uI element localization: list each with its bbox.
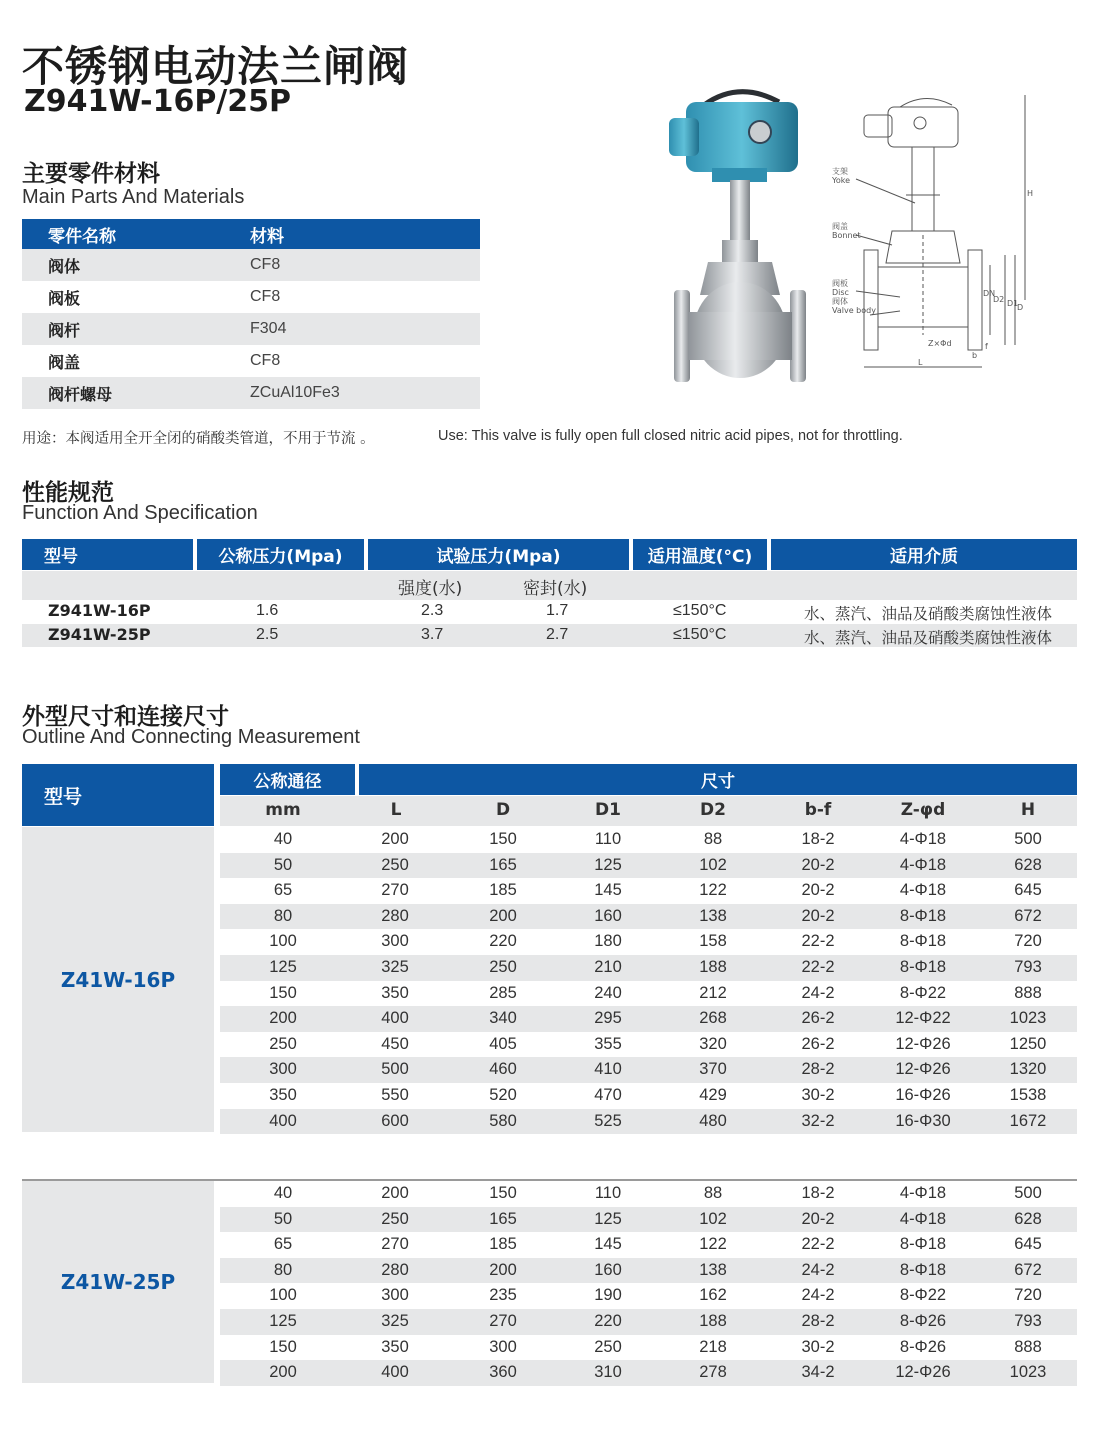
dims-cell: 300 (381, 1286, 409, 1305)
dims-cell: 65 (273, 881, 293, 900)
table-row (220, 904, 1077, 930)
dims-cell: 24-2 (801, 983, 835, 1002)
dims-cell: 4-Φ18 (899, 1184, 947, 1202)
dims-cell: 180 (594, 932, 622, 951)
spec-sub-seal: 密封(水) (523, 579, 588, 599)
part-name: 阀盖 (48, 352, 81, 372)
dims-cell: 22-2 (801, 958, 835, 976)
label-body-en: Valve body (832, 306, 876, 315)
materials-title-cn: 主要零件材料 (22, 161, 160, 187)
dims-cell: 16-Φ26 (895, 1086, 951, 1104)
label-body-cn: 阀体 (832, 297, 848, 306)
dims-cell: 8-Φ22 (899, 1286, 947, 1305)
dims-cell: 278 (699, 1363, 727, 1382)
dims-cell: 250 (594, 1337, 622, 1356)
part-material: CF8 (250, 256, 281, 273)
dims-cell: 405 (489, 1034, 517, 1053)
dims-cell: 525 (594, 1111, 622, 1130)
spec-medium: 水、蒸汽、油品及硝酸类腐蚀性液体 (804, 605, 1053, 623)
dims-cell: 125 (594, 855, 622, 874)
dims-cell: 200 (269, 1363, 297, 1382)
part-material: CF8 (250, 352, 281, 369)
dims-cell: 125 (269, 958, 297, 976)
dims-cell: 888 (1014, 1337, 1042, 1356)
dims-cell: 50 (273, 855, 293, 874)
table-row (22, 281, 480, 313)
materials-header-row (22, 219, 480, 249)
header-part: 零件名称 (48, 226, 116, 247)
dims-cell: 793 (1014, 958, 1042, 976)
dims-cell: 8-Φ18 (899, 932, 947, 951)
table-row (220, 929, 1077, 955)
label-b: b (972, 351, 978, 360)
table-row (220, 1258, 1077, 1284)
dims-cell: 145 (594, 1235, 622, 1254)
dims-cell: 280 (381, 1260, 409, 1279)
dims-cell: 720 (1014, 1286, 1042, 1305)
dims-cell: 1672 (1009, 1111, 1047, 1130)
dims-cell: 480 (699, 1111, 727, 1130)
dims-cell: 220 (594, 1312, 622, 1330)
dims-cell: 8-Φ26 (899, 1312, 947, 1330)
spec-header-test: 试验压力(Mpa) (368, 539, 629, 570)
dims-cell: 80 (273, 1260, 293, 1279)
spec-medium: 水、蒸汽、油品及硝酸类腐蚀性液体 (804, 629, 1053, 647)
dims-cell: 8-Φ18 (899, 958, 947, 976)
part-name: 阀杆 (48, 320, 81, 340)
dims-cell: 250 (269, 1034, 297, 1053)
dims-cell: 165 (489, 1209, 517, 1228)
page-title: 不锈钢电动法兰闸阀 (22, 42, 410, 91)
dims-cell: 8-Φ18 (899, 1260, 947, 1279)
dims-cell: 20-2 (801, 1209, 835, 1228)
valve-drawing (820, 85, 1035, 375)
dims-cell: 28-2 (801, 1060, 835, 1079)
dims-cell: 150 (489, 830, 517, 848)
dims-cell: 165 (489, 855, 517, 874)
materials-title-en: Main Parts And Materials (22, 186, 245, 208)
dims-cell: 28-2 (801, 1312, 835, 1330)
dims-cell: 450 (381, 1034, 409, 1053)
col-bf: b-f (804, 800, 832, 820)
header-material: 材料 (250, 226, 284, 247)
dims-cell: 88 (703, 1184, 723, 1202)
spec-header-model: 型号 (22, 539, 193, 570)
dims-cell: 8-Φ18 (899, 1235, 947, 1254)
dims-cell: 310 (594, 1363, 622, 1382)
dims-cell: 550 (381, 1086, 409, 1104)
dims-cell: 188 (699, 1312, 727, 1330)
dims-cell: 300 (381, 932, 409, 951)
part-material: ZCuAl10Fe3 (250, 384, 340, 401)
dims-cell: 645 (1014, 1235, 1042, 1254)
dims-cell: 16-Φ30 (895, 1111, 951, 1130)
dims-cell: 40 (273, 830, 293, 848)
dims-cell: 240 (594, 983, 622, 1002)
dims-cell: 400 (269, 1111, 297, 1130)
dims-cell: 34-2 (801, 1363, 835, 1382)
dims-cell: 212 (699, 983, 727, 1002)
dims-cell: 645 (1014, 881, 1042, 900)
valve-photo (664, 80, 814, 385)
dims-cell: 160 (594, 1260, 622, 1279)
dims-cell: 8-Φ26 (899, 1337, 947, 1356)
label-disc-en: Disc (832, 288, 849, 297)
dims-cell: 12-Φ26 (895, 1060, 951, 1079)
spec-title-cn: 性能规范 (22, 480, 114, 506)
dims-cell: 22-2 (801, 932, 835, 951)
dims-cell: 460 (489, 1060, 517, 1079)
spec-temp: ≤150°C (673, 602, 727, 619)
dims-cell: 285 (489, 983, 517, 1002)
dims-cell: 50 (273, 1209, 293, 1228)
dims-cell: 1023 (1009, 1009, 1047, 1028)
dims-cell: 18-2 (801, 830, 835, 848)
dims-cell: 270 (489, 1312, 517, 1330)
dims-cell: 580 (489, 1111, 517, 1130)
dims-cell: 65 (273, 1235, 293, 1254)
dims-cell: 295 (594, 1009, 622, 1028)
dims-cell: 88 (703, 830, 723, 848)
dims-cell: 500 (1014, 830, 1042, 848)
dims-cell: 102 (699, 855, 727, 874)
label-zxd: Z×Φd (928, 339, 952, 348)
col-d: D (495, 800, 511, 820)
spec-sub-strength: 强度(水) (398, 579, 463, 599)
dims-cell: 270 (381, 1235, 409, 1254)
dims-cell: 162 (699, 1286, 727, 1305)
dims-cell: 410 (594, 1060, 622, 1079)
dims-cell: 470 (594, 1086, 622, 1104)
model-title: Z941W-16P/25P (24, 84, 291, 119)
dims-cell: 1023 (1009, 1363, 1047, 1382)
table-row (220, 853, 1077, 879)
label-yoke-en: Yoke (832, 176, 850, 185)
dims-cell: 18-2 (801, 1184, 835, 1202)
table-row (220, 1309, 1077, 1335)
label-d: D (1017, 303, 1024, 312)
table-row (220, 1181, 1077, 1207)
col-d1: D1 (595, 800, 621, 820)
dims-header-size: 尺寸 (359, 764, 1077, 795)
label-d1: D1 (1007, 299, 1019, 308)
label-dn: DN (983, 289, 996, 298)
dims-cell: 8-Φ22 (899, 983, 947, 1002)
dims-cell: 150 (489, 1184, 517, 1202)
dims-cell: 12-Φ26 (895, 1034, 951, 1053)
dims-cell: 190 (594, 1286, 622, 1305)
usage-cn: 用途：本阀适用全开全闭的硝酸类管道，不用于节流 。 (22, 431, 375, 447)
dims-cell: 360 (489, 1363, 517, 1382)
dims-cell: 320 (699, 1034, 727, 1053)
col-d2: D2 (700, 800, 726, 820)
dims-cell: 200 (269, 1009, 297, 1028)
spec-seal: 2.7 (546, 626, 569, 643)
dims-cell: 300 (489, 1337, 517, 1356)
dims-cell: 672 (1014, 906, 1042, 925)
usage-en: Use: This valve is fully open full closed nitric acid pipes, not for throttling. (438, 428, 903, 444)
dims-cell: 350 (381, 983, 409, 1002)
spec-pn: 2.5 (256, 626, 279, 643)
spec-strength: 3.7 (421, 626, 444, 643)
dims-cell: 150 (269, 1337, 297, 1356)
dims-cell: 218 (699, 1337, 727, 1356)
dims-cell: 235 (489, 1286, 517, 1305)
dims-cell: 600 (381, 1111, 409, 1130)
dims-cell: 100 (269, 1286, 297, 1305)
label-f: f (985, 342, 988, 351)
dims-title-en: Outline And Connecting Measurement (22, 726, 360, 748)
dims-cell: 185 (489, 881, 517, 900)
table-row (22, 345, 480, 377)
table-row (220, 1232, 1077, 1258)
dims-cell: 200 (381, 830, 409, 848)
dims-cell: 22-2 (801, 1235, 835, 1254)
spec-title-en: Function And Specification (22, 502, 258, 524)
dims-cell: 429 (699, 1086, 727, 1104)
part-name: 阀体 (48, 256, 81, 276)
dims-cell: 220 (489, 932, 517, 951)
dims-cell: 138 (699, 1260, 727, 1279)
table-row (220, 1032, 1077, 1058)
dims-cell: 672 (1014, 1260, 1042, 1279)
table-row (220, 1283, 1077, 1309)
dims-cell: 500 (381, 1060, 409, 1079)
dims-cell: 20-2 (801, 906, 835, 925)
dims-cell: 325 (381, 1312, 409, 1330)
spec-header-temp: 适用温度(°C) (633, 539, 767, 570)
dims-cell: 350 (269, 1086, 297, 1104)
spec-header-medium: 适用介质 (771, 539, 1077, 570)
group-model-16p: Z41W-16P (22, 827, 214, 1132)
dims-cell: 355 (594, 1034, 622, 1053)
dims-cell: 340 (489, 1009, 517, 1028)
dims-cell: 122 (699, 1235, 727, 1254)
spec-seal: 1.7 (546, 602, 569, 619)
table-row (220, 981, 1077, 1007)
table-row (220, 1335, 1077, 1361)
dims-cell: 270 (381, 881, 409, 900)
label-h: H (1027, 189, 1034, 198)
dims-cell: 20-2 (801, 881, 835, 900)
dims-cell: 300 (269, 1060, 297, 1079)
dims-cell: 20-2 (801, 855, 835, 874)
col-h: H (1020, 800, 1036, 820)
dims-cell: 325 (381, 958, 409, 976)
dims-cell: 1538 (1009, 1086, 1047, 1104)
spec-model: Z941W-25P (48, 625, 151, 644)
part-material: F304 (250, 320, 287, 337)
dims-cell: 102 (699, 1209, 727, 1228)
dims-cell: 150 (269, 983, 297, 1002)
dims-cell: 370 (699, 1060, 727, 1079)
dims-cell: 250 (381, 855, 409, 874)
dims-cell: 1320 (1009, 1060, 1047, 1079)
dims-cell: 12-Φ22 (895, 1009, 951, 1028)
dims-cell: 720 (1014, 932, 1042, 951)
table-row (220, 1057, 1077, 1083)
table-row (22, 377, 480, 409)
table-row (220, 827, 1077, 853)
part-name: 阀板 (48, 288, 81, 308)
dims-cell: 350 (381, 1337, 409, 1356)
dims-cell: 1250 (1009, 1034, 1047, 1053)
dims-cell: 26-2 (801, 1009, 835, 1028)
dims-cell: 188 (699, 958, 727, 976)
dims-cell: 30-2 (801, 1337, 835, 1356)
dims-cell: 24-2 (801, 1260, 835, 1279)
label-d2: D2 (993, 295, 1005, 304)
part-name: 阀杆螺母 (48, 384, 113, 404)
dims-cell: 125 (269, 1312, 297, 1330)
dims-cell: 160 (594, 906, 622, 925)
dims-header-dn: 公称通径 (220, 764, 355, 795)
table-row (220, 1006, 1077, 1032)
dims-cell: 628 (1014, 1209, 1042, 1228)
table-row (22, 624, 1077, 647)
dims-title-cn: 外型尺寸和连接尺寸 (22, 704, 229, 730)
dims-cell: 250 (489, 958, 517, 976)
dims-cell: 4-Φ18 (899, 1209, 947, 1228)
label-bonnet-en: Bonnet (832, 231, 861, 240)
dims-header-model: 型号 (22, 764, 214, 826)
dims-cell: 122 (699, 881, 727, 900)
dims-cell: 12-Φ26 (895, 1363, 951, 1382)
col-mm: mm (265, 800, 301, 820)
dims-cell: 200 (381, 1184, 409, 1202)
label-l: L (918, 358, 923, 367)
dims-cell: 4-Φ18 (899, 855, 947, 874)
dims-cell: 400 (381, 1363, 409, 1382)
table-row (22, 249, 480, 281)
dims-cell: 520 (489, 1086, 517, 1104)
materials-table (22, 219, 480, 409)
table-row (220, 955, 1077, 981)
spec-strength: 2.3 (421, 602, 444, 619)
dims-cell: 268 (699, 1009, 727, 1028)
dims-cell: 250 (381, 1209, 409, 1228)
dims-cell: 32-2 (801, 1111, 835, 1130)
dims-cell: 200 (489, 906, 517, 925)
dims-cell: 125 (594, 1209, 622, 1228)
dims-cell: 500 (1014, 1184, 1042, 1202)
dims-cell: 24-2 (801, 1286, 835, 1305)
dims-cell: 628 (1014, 855, 1042, 874)
dims-cell: 40 (273, 1184, 293, 1202)
dims-cell: 80 (273, 906, 293, 925)
col-zd: Z-φd (900, 800, 946, 820)
spec-temp: ≤150°C (673, 626, 727, 643)
table-row (22, 600, 1077, 623)
dims-cell: 793 (1014, 1312, 1042, 1330)
group-model-25p: Z41W-25P (22, 1181, 214, 1383)
dims-cell: 110 (594, 1184, 622, 1202)
dims-cell: 185 (489, 1235, 517, 1254)
label-disc-cn: 阀板 (832, 279, 848, 288)
dims-cell: 4-Φ18 (899, 830, 947, 848)
dims-cell: 400 (381, 1009, 409, 1028)
table-row (220, 1360, 1077, 1386)
table-row (220, 1207, 1077, 1233)
dims-cell: 158 (699, 932, 727, 951)
table-row (220, 1109, 1077, 1135)
dims-cell: 26-2 (801, 1034, 835, 1053)
dims-cell: 138 (699, 906, 727, 925)
dims-cell: 280 (381, 906, 409, 925)
dims-cell: 145 (594, 881, 622, 900)
dims-cell: 888 (1014, 983, 1042, 1002)
dims-cell: 8-Φ18 (899, 906, 947, 925)
label-bonnet-cn: 阀盖 (832, 222, 848, 231)
dims-cell: 30-2 (801, 1086, 835, 1104)
spec-model: Z941W-16P (48, 601, 151, 620)
part-material: CF8 (250, 288, 281, 305)
dims-cell: 110 (594, 830, 622, 848)
label-yoke-cn: 支架 (832, 167, 848, 176)
dims-cell: 100 (269, 932, 297, 951)
spec-header-pn: 公称压力(Mpa) (197, 539, 364, 570)
table-row (220, 878, 1077, 904)
dims-cell: 4-Φ18 (899, 881, 947, 900)
col-l: L (390, 800, 402, 820)
dims-cell: 200 (489, 1260, 517, 1279)
spec-pn: 1.6 (256, 602, 279, 619)
table-row (22, 313, 480, 345)
table-row (220, 1083, 1077, 1109)
dims-cell: 210 (594, 958, 622, 976)
